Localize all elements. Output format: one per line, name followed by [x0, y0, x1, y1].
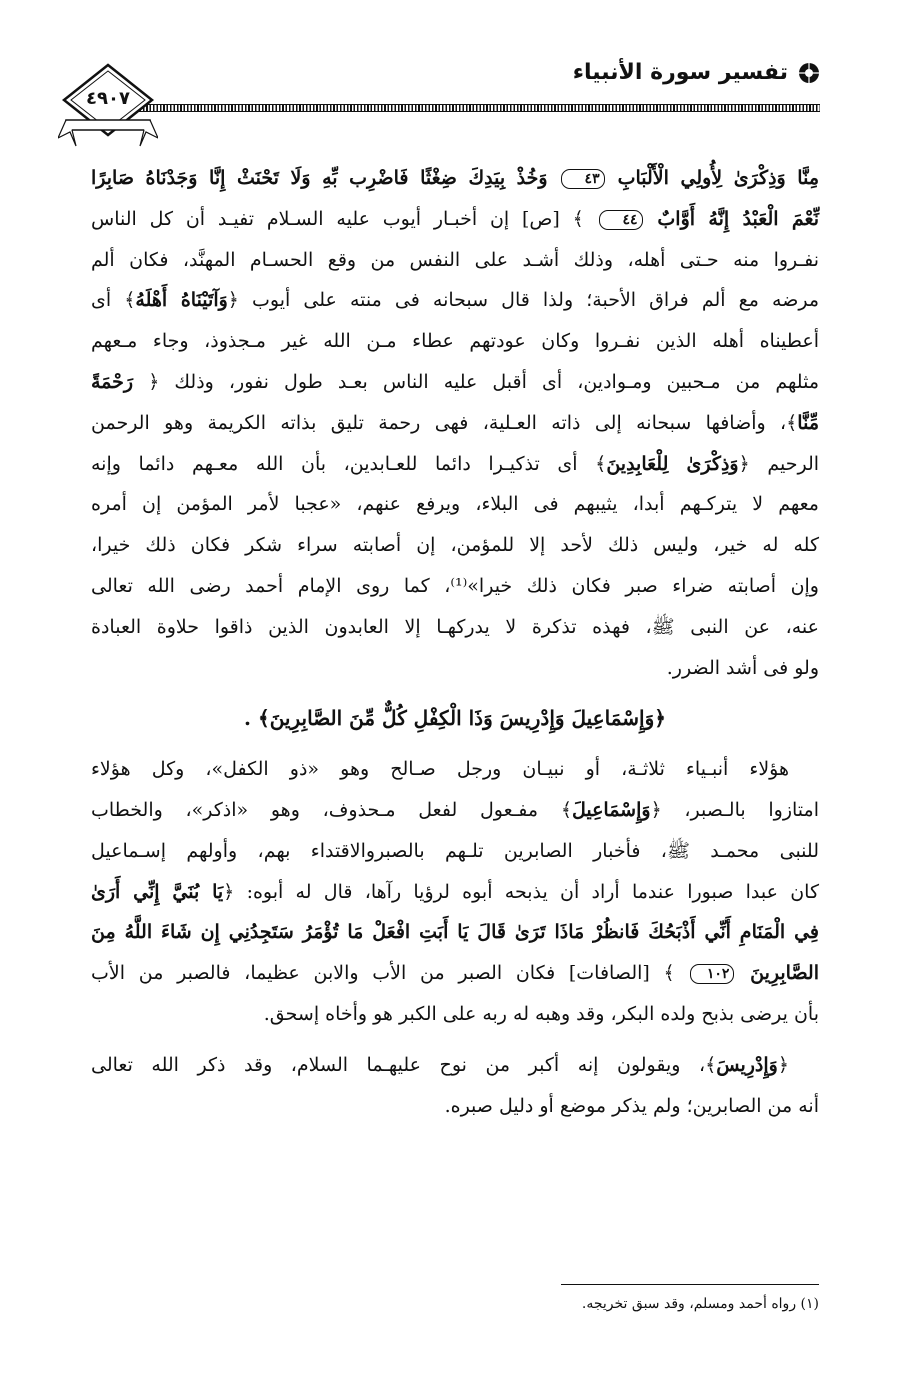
text-span: مثلهم من مـحبين ومـوادين، أى أقبل عليه الناس بعـد طول نفور، وذلك ﴿	[148, 370, 820, 393]
quran-text: الصَّابِرِينَ	[750, 962, 819, 985]
text-span: ﴾، ويقولون إنه أكبر من نوح عليهـما السلام، وقد ذكر الله تعالى	[91, 1053, 717, 1076]
text-line: كله له خير، وليس ذلك لأحد إلا للمؤمن، إن أصابته سراء شكر فكان ذلك خيرا،	[91, 534, 819, 557]
verse-text: وَإِسْمَاعِيلَ وَإِدْرِيسَ وَذَا الْكِفْلِ كُلٌّ مِّنَ الصَّابِرِينَ	[269, 706, 655, 731]
text-span: مرضه مع ألم فراق الأحبة؛ ولذا قال سبحانه فى منته على أيوب ﴿	[227, 289, 820, 312]
text-line	[91, 280, 819, 321]
ayah-number: ٤٤	[599, 210, 643, 230]
text-line: للنبى محمـد ﷺ، فأخبار الصابرين تلـهم بالصبروالاقتداء بهم، وأولهم إسـماعيل	[91, 839, 819, 862]
quran-text: يَا بُنَيَّ إِنِّي أَرَىٰ	[91, 880, 224, 903]
footnote: (١) رواه أحمد ومسلم، وقد سبق تخريجه.	[581, 1296, 819, 1312]
text-line	[91, 790, 819, 831]
ayah-number: ٤٣	[561, 169, 605, 189]
text-span: ﴾ أى تذكيـرا دائما للعـابدين، بأن الله معـهم دائما وإنه	[91, 452, 607, 475]
quran-line: فِي الْمَنَامِ أَنِّي أَذْبَحُكَ فَانظُرْ مَاذَا تَرَىٰ قَالَ يَا أَبَتِ افْعَلْ مَا تُؤْمَرُ سَتَجِدُنِي إِن شَاءَ اللَّهُ مِنَ	[91, 921, 819, 944]
text-span: ﴾ [الصافات] فكان الصبر من الأب والابن عظيما، فالصبر من الأب	[91, 962, 675, 985]
text-line	[91, 362, 819, 403]
text-line: وإن أصابته ضراء صبر فكان ذلك خيرا»⁽¹⁾، كما روى الإمام أحمد رضى الله تعالى	[91, 574, 819, 597]
quran-text: مِّنَّا	[797, 411, 819, 434]
text-line: معهم لا يتركـهم أبدا، يثيبهم فى البلاء، ويرفع عنهم، «عجبا لأمر المؤمن إن أمره	[91, 493, 819, 516]
page-number: ٤٩٠٧	[86, 88, 130, 109]
text-line: نفـروا منه حـتى أهله، وذلك أشـد على النفس من وقع الحسـام المهنَّد، فكان ألم	[91, 248, 819, 271]
quran-text: وَإِسْمَاعِيلَ	[571, 798, 651, 821]
page-header	[58, 38, 820, 148]
paragraph-3	[91, 1045, 819, 1127]
text-line	[91, 158, 819, 199]
quran-text: وَذِكْرَىٰ لِلْعَابِدِينَ	[606, 452, 739, 475]
running-head	[573, 60, 820, 85]
running-title: تفسير سورة الأنبياء	[572, 60, 788, 85]
quran-text: وَخُذْ بِيَدِكَ ضِغْثًا فَاضْرِب بِّهِ وَلَا تَحْنَثْ إِنَّا وَجَدْنَاهُ صَابِرًا	[91, 167, 548, 189]
text-span: ﴾ [ص] إن أخبـار أيوب عليه السـلام تفيـد أن كل الناس	[91, 207, 584, 230]
text-span: ﴾ أى	[91, 289, 136, 312]
text-span: ﴾ مفـعول لفعل مـحذوف، وهو «اذكر»، والخطاب	[91, 798, 572, 821]
quran-text: نِّعْمَ الْعَبْدُ إِنَّهُ أَوَّابٌ	[657, 207, 819, 230]
paragraph-2	[91, 749, 819, 1035]
text-line: أنه من الصابرين؛ ولم يذكر موضع أو دليل صبره.	[444, 1094, 819, 1117]
text-span: ﴾، وأضافها سبحانه إلى ذاته العـلية، فهى رحمة تليق بذاته الكريمة وهو الرحمن	[91, 411, 798, 434]
text-line: هؤلاء أنبـياء ثلاثـة، أو نبيـان ورجل صـالح وهو «ذو الكفل»، وكل هؤلاء	[91, 758, 789, 781]
text-line	[91, 872, 819, 913]
footnote-rule	[561, 1284, 819, 1285]
header-rule	[136, 104, 820, 112]
text-line	[91, 403, 819, 444]
ayah-number: ١٠٢	[690, 964, 734, 984]
bracket-open: ﴿	[654, 706, 666, 731]
ornament-bullet-icon	[798, 62, 820, 84]
quran-text: رَحْمَةً	[91, 370, 134, 393]
bracket-close: ﴾ .	[244, 706, 270, 731]
text-line: بأن يرضى بذبح ولده البكر، وقد وهبه له ربه على الكبر هو وأخاه إسحق.	[263, 1002, 819, 1025]
text-line	[91, 444, 819, 485]
quran-text: وَإِدْرِيسَ	[716, 1053, 778, 1076]
text-span: ﴿	[777, 1053, 789, 1076]
quran-text: وَآتَيْنَاهُ أَهْلَهُ	[135, 289, 228, 312]
text-line	[91, 953, 819, 994]
text-line	[91, 199, 819, 240]
verse-heading	[91, 698, 819, 739]
paragraph-1	[91, 158, 819, 688]
text-span: كان عبدا صبورا عندما أراد أن يذبحه أبوه لرؤيا رآها، قال له أبوه: ﴿	[223, 880, 819, 903]
quran-text: مِنَّا وَذِكْرَىٰ لِأُولِي الْأَلْبَابِ	[617, 167, 819, 189]
text-span: امتازوا بالـصبر، ﴿	[650, 798, 819, 821]
text-line: ولو فى أشد الضرر.	[666, 656, 819, 679]
text-span: الرحيم ﴿	[738, 452, 820, 475]
page-number-badge	[58, 62, 158, 152]
page-body	[91, 158, 819, 1126]
text-line: عنه، عن النبى ﷺ، فهذه تذكرة لا يدركهـا إلا العابدون الذين ذاقوا حلاوة العبادة	[91, 615, 819, 638]
text-line	[91, 1045, 819, 1086]
text-line: أعطيناه أهله الذين نفـروا وكان عودتهم عطاء مـن الله غير مـجذوذ، وجاء مـعهم	[91, 330, 819, 353]
